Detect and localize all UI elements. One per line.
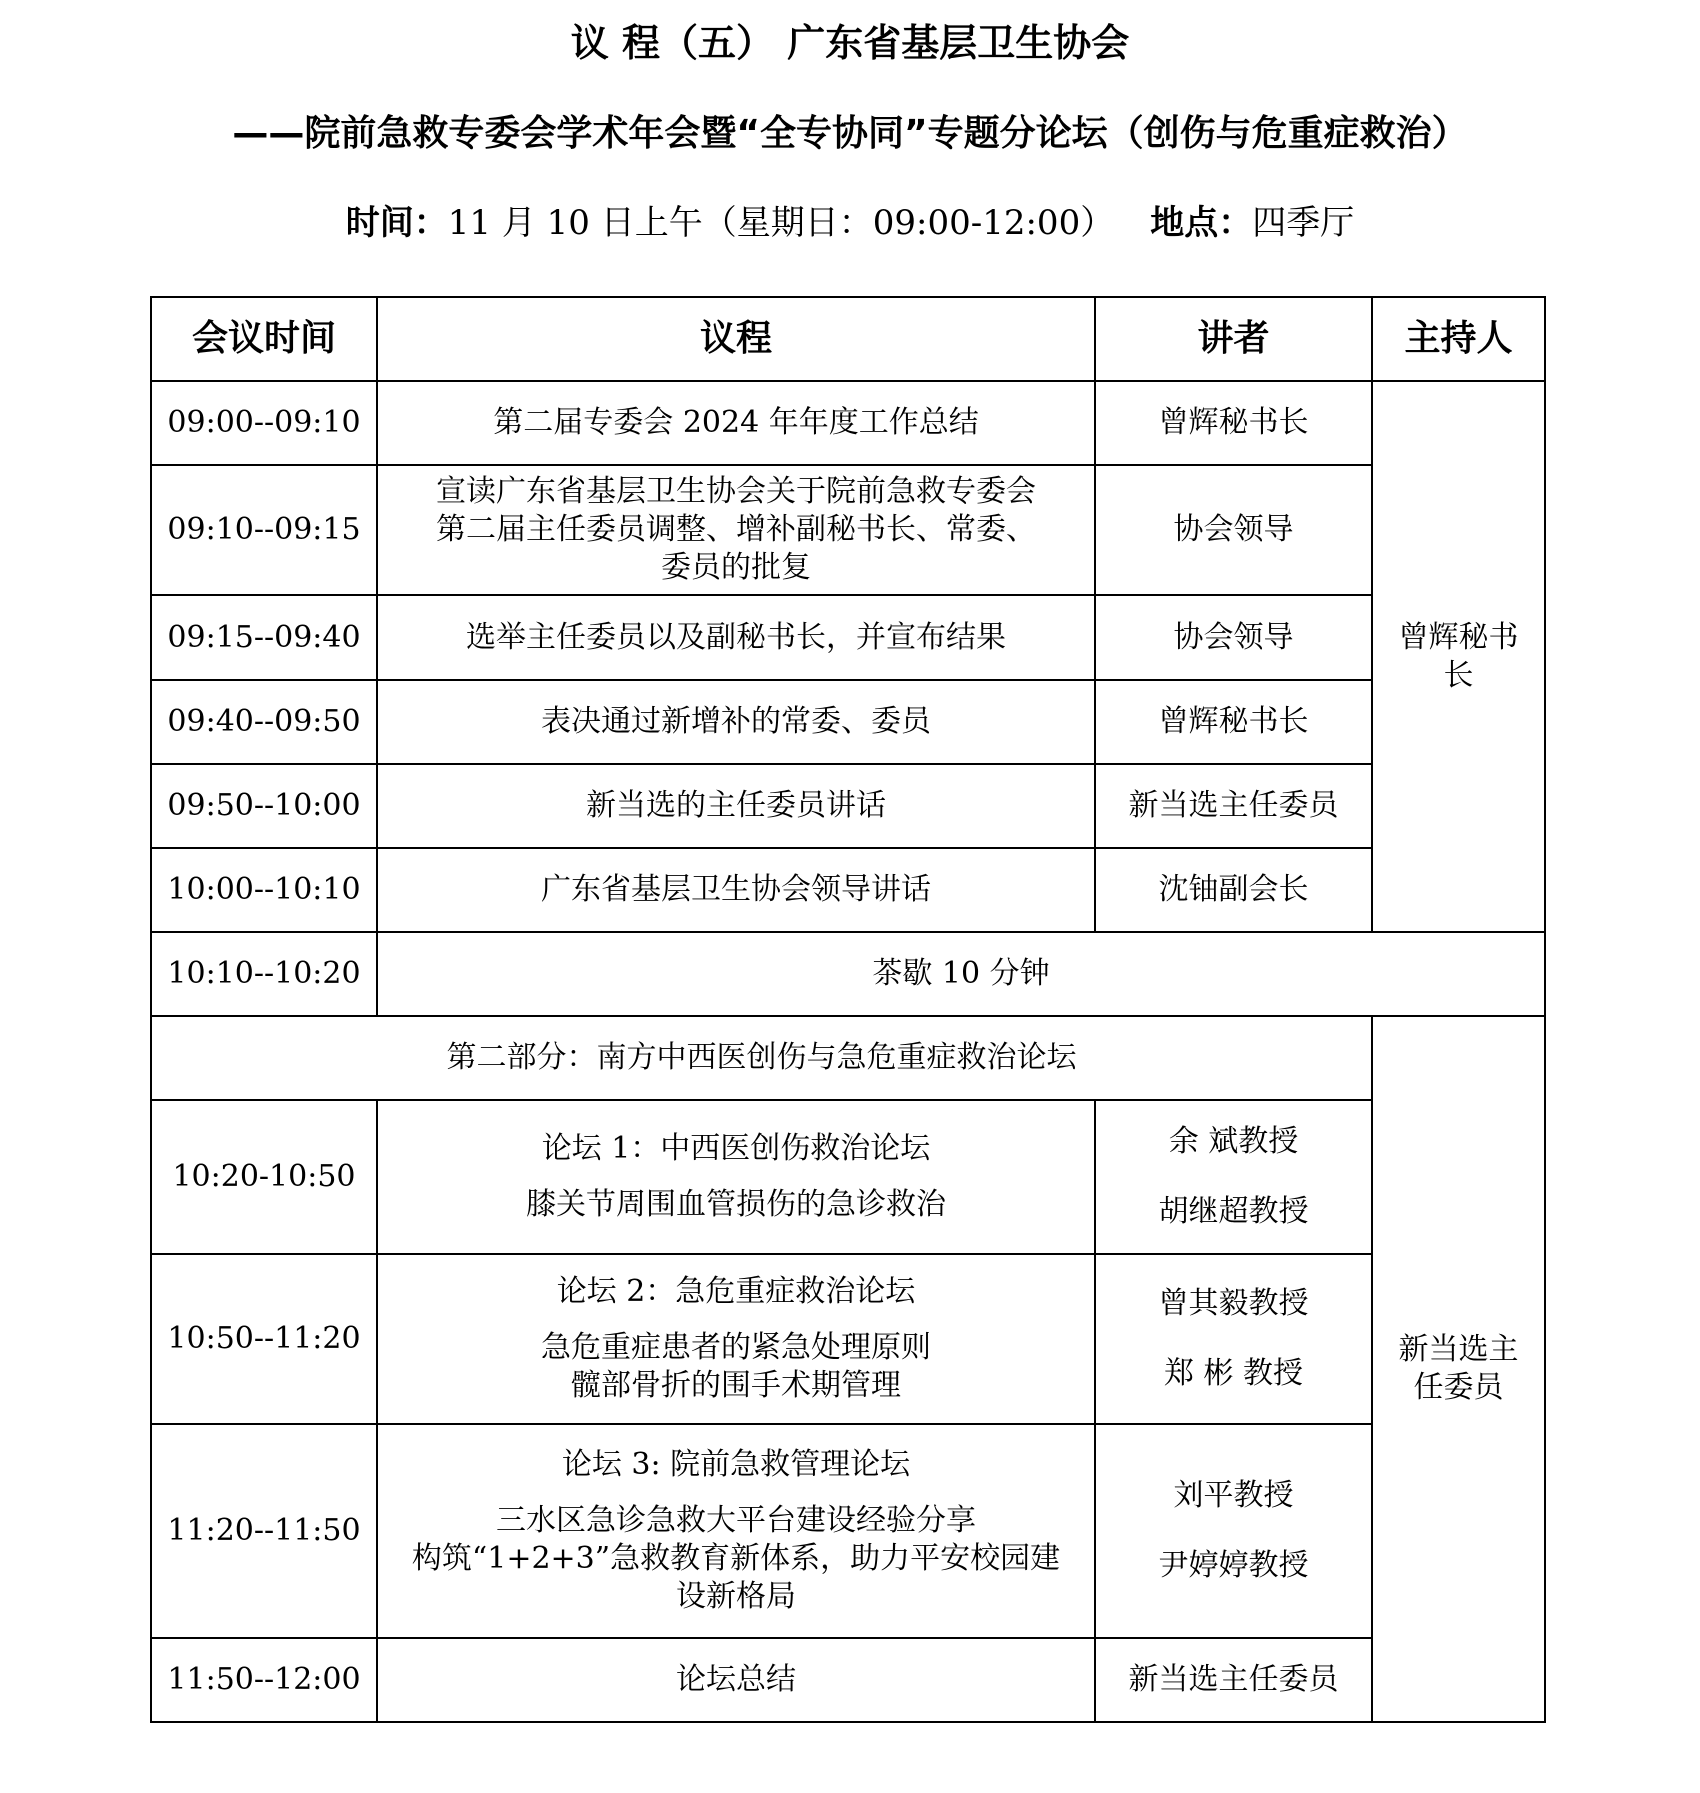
host-name-line: 曾辉秘书 <box>1398 619 1519 655</box>
forum-time: 10:50--11:20 <box>151 1254 377 1424</box>
page-title: 议 程（五） 广东省基层卫生协会 <box>570 21 1130 65</box>
summary-agenda: 论坛总结 <box>377 1638 1095 1722</box>
forum-topic: 构筑“1+2+3”急救教育新体系，助力平安校园建 <box>411 1541 1061 1576</box>
host-name-line: 新当选主 <box>1398 1332 1519 1367</box>
part2-title: 第二部分：南方中西医创伤与急危重症救治论坛 <box>151 1016 1372 1100</box>
break-label: 茶歇 10 分钟 <box>377 932 1545 1016</box>
row-speaker: 新当选主任委员 <box>1095 764 1372 848</box>
forum-time: 11:20--11:50 <box>151 1424 377 1638</box>
table-row <box>151 465 1545 595</box>
row-time: 10:00--10:10 <box>151 848 377 932</box>
speaker-name: 刘平教授 <box>1173 1478 1294 1513</box>
table-row <box>151 680 1545 764</box>
header-time: 会议时间 <box>151 297 377 381</box>
forum-speakers <box>1095 1100 1372 1254</box>
row-time: 09:15--09:40 <box>151 595 377 680</box>
row-speaker: 曾辉秘书长 <box>1095 381 1372 465</box>
forum-title: 论坛 3: 院前急救管理论坛 <box>561 1447 911 1482</box>
forum-topic: 急危重症患者的紧急处理原则 <box>541 1330 931 1365</box>
table-row <box>151 381 1545 465</box>
break-row <box>151 932 1545 1016</box>
forum-topic: 三水区急诊急救大平台建设经验分享 <box>496 1503 976 1538</box>
forum-speakers <box>1095 1254 1372 1424</box>
speaker-name: 尹婷婷教授 <box>1158 1548 1309 1583</box>
summary-speaker: 新当选主任委员 <box>1095 1638 1372 1722</box>
summary-row <box>151 1638 1545 1722</box>
speaker-name: 余 斌教授 <box>1168 1124 1299 1159</box>
header-agenda: 议程 <box>377 297 1095 381</box>
agenda-line: 第二届主任委员调整、增补副秘书长、常委、 <box>436 512 1036 547</box>
row-speaker: 沈铀副会长 <box>1095 848 1372 932</box>
speaker-name: 曾其毅教授 <box>1158 1286 1309 1321</box>
part2-title-row <box>151 1016 1545 1100</box>
host-name-line: 长 <box>1443 657 1474 693</box>
forum-speakers <box>1095 1424 1372 1638</box>
header-speaker: 讲者 <box>1095 297 1372 381</box>
speaker-name: 胡继超教授 <box>1158 1194 1309 1229</box>
row-agenda <box>377 465 1095 595</box>
forum-topic: 设新格局 <box>676 1579 796 1614</box>
forum-agenda <box>377 1100 1095 1254</box>
row-time: 09:10--09:15 <box>151 465 377 595</box>
place-value: 四季厅 <box>1252 203 1355 243</box>
page-subtitle: ——院前急救专委会学术年会暨“全专协同”专题分论坛（创伤与危重症救治） <box>232 113 1468 154</box>
speaker-name: 郑 彬 教授 <box>1163 1356 1304 1391</box>
host-cell-part2 <box>1372 1016 1545 1722</box>
forum-agenda <box>377 1254 1095 1424</box>
forum-row <box>151 1100 1545 1254</box>
table-row <box>151 595 1545 680</box>
row-speaker: 协会领导 <box>1095 595 1372 680</box>
forum-title: 论坛 2：急危重症救治论坛 <box>556 1274 916 1309</box>
table-header-row <box>151 297 1545 381</box>
forum-row <box>151 1424 1545 1638</box>
row-time: 09:40--09:50 <box>151 680 377 764</box>
row-agenda: 表决通过新增补的常委、委员 <box>377 680 1095 764</box>
table-row <box>151 764 1545 848</box>
forum-time: 10:20-10:50 <box>151 1100 377 1254</box>
row-agenda: 新当选的主任委员讲话 <box>377 764 1095 848</box>
row-agenda: 第二届专委会 2024 年年度工作总结 <box>377 381 1095 465</box>
row-time: 09:50--10:00 <box>151 764 377 848</box>
time-label: 时间： <box>345 203 448 243</box>
row-agenda: 选举主任委员以及副秘书长，并宣布结果 <box>377 595 1095 680</box>
agenda-line: 委员的批复 <box>661 550 811 585</box>
forum-topic: 膝关节周围血管损伤的急诊救治 <box>526 1187 946 1222</box>
place-label: 地点： <box>1150 203 1253 243</box>
time-value: 11 月 10 日上午（星期日：09:00-12:00） <box>447 203 1115 243</box>
row-agenda: 广东省基层卫生协会领导讲话 <box>377 848 1095 932</box>
summary-time: 11:50--12:00 <box>151 1638 377 1722</box>
host-cell-part1 <box>1372 381 1545 932</box>
forum-topic: 髋部骨折的围手术期管理 <box>571 1368 901 1403</box>
forum-agenda <box>377 1424 1095 1638</box>
row-speaker: 协会领导 <box>1095 465 1372 595</box>
time-place-line <box>0 200 1700 246</box>
table-row <box>151 848 1545 932</box>
row-speaker: 曾辉秘书长 <box>1095 680 1372 764</box>
host-name-line: 任委员 <box>1413 1370 1504 1405</box>
agenda-line: 宣读广东省基层卫生协会关于院前急救专委会 <box>436 474 1036 509</box>
row-time: 09:00--09:10 <box>151 381 377 465</box>
agenda-table <box>150 296 1546 1723</box>
forum-row <box>151 1254 1545 1424</box>
header-host: 主持人 <box>1372 297 1545 381</box>
break-time: 10:10--10:20 <box>151 932 377 1016</box>
forum-title: 论坛 1：中西医创伤救治论坛 <box>541 1131 931 1166</box>
